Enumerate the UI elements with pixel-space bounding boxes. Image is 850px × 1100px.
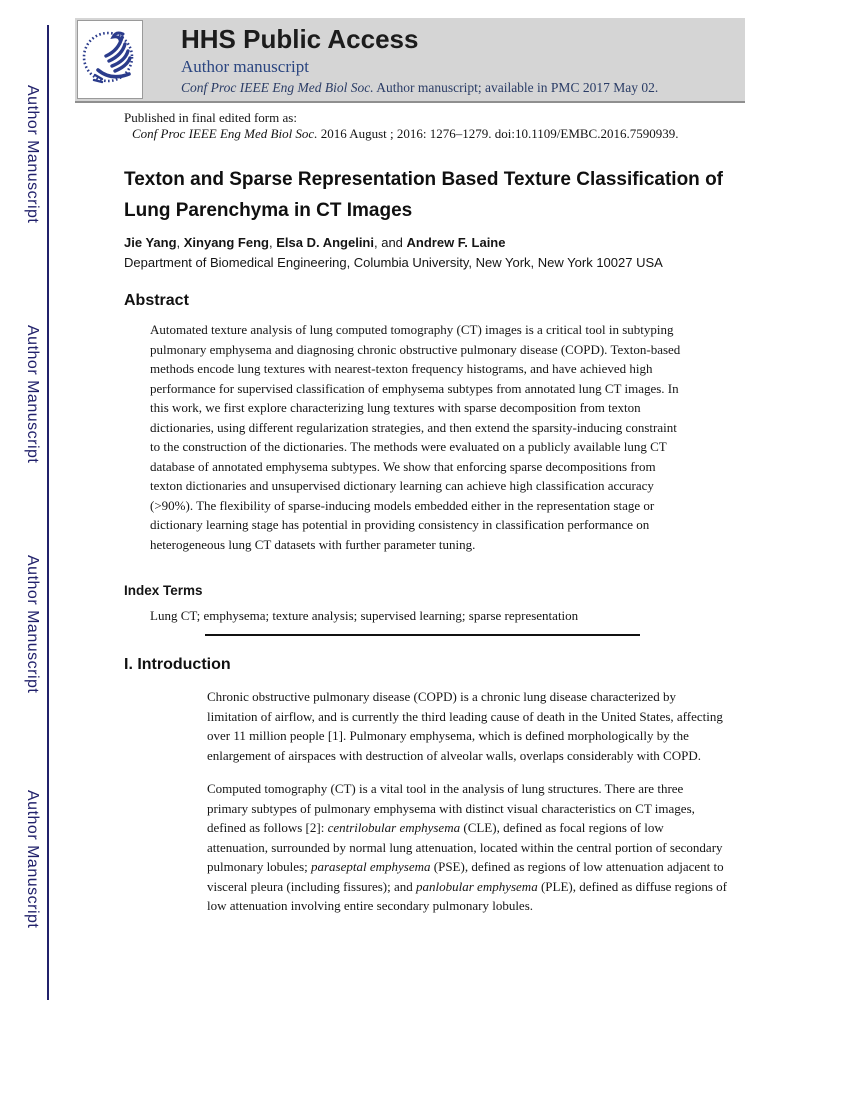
paper-title: Texton and Sparse Representation Based Texture Classification of Lung Parenchyma in CT Images xyxy=(124,169,724,221)
emphysema-subtype-term: panlobular emphysema xyxy=(416,878,538,894)
index-terms-heading: Index Terms xyxy=(124,583,203,598)
emphysema-subtype-term: centrilobular emphysema xyxy=(327,820,461,835)
author-manuscript-watermark: Author Manuscript xyxy=(24,325,41,464)
banner-journal-rest: Author manuscript; available in PMC 2017 May 02. xyxy=(373,80,659,95)
emphysema-subtype-term: paraseptal emphysema xyxy=(311,859,431,874)
abstract-text: Automated texture analysis of lung computed tomography (CT) images is a critical tool in subtyping pulmonary emphysema and diagnosing chronic obstructive pulmonary disease (COPD). Texton-based methods encode lung textures with nearest-texton frequency histograms, and have achieved high performance for supervised classification of emphysema subtypes from annotated lung CT images. In this work, we first explore characterizing lung textures with sparse decomposition from texton dictionaries, using different regularization strategies, and then extend the sparsity-inducing constraint to the construction of the dictionaries. The methods were evaluated on a publicly available lung CT database of annotated emphysema subtypes. We show that enforcing sparse decompositions from texton dictionaries and unsupervised dictionary learning can achieve high classification accuracy (>90%). The flexibility of sparse-inducing models embedded either in the representation stage or dictionary learning stage has potential in providing consistency in classification performance on heterogeneous lung CT datasets with further parameter tuning. xyxy=(150,322,681,552)
author-manuscript-label: Author manuscript xyxy=(181,57,309,76)
intro-p2-segment: (PSE), defined as regions of low attenuation adjacent to visceral pleura (including fissures); and xyxy=(207,859,724,894)
author-manuscript-watermark: Author Manuscript xyxy=(24,85,41,224)
index-terms-text: Lung CT; emphysema; texture analysis; supervised learning; sparse representation xyxy=(150,608,579,623)
author-name: Elsa D. Angelini xyxy=(276,235,374,250)
hhs-banner-title: HHS Public Access xyxy=(181,24,419,54)
author-name: Jie Yang xyxy=(124,235,177,250)
author-separator: , and xyxy=(373,235,407,250)
intro-paragraph-2 xyxy=(207,779,727,916)
published-in-line: Published in final edited form as: xyxy=(124,110,297,125)
author-separator: , xyxy=(176,235,184,250)
affiliation-line: Department of Biomedical Engineering, Columbia University, New York, New York 10027 USA xyxy=(124,255,663,270)
author-separator: , xyxy=(268,235,277,250)
author-manuscript-watermark: Author Manuscript xyxy=(24,555,41,694)
author-manuscript-watermark: Author Manuscript xyxy=(24,790,41,929)
sidebar-rule xyxy=(47,25,49,1000)
introduction-heading: I. Introduction xyxy=(124,656,231,673)
intro-p2-segment: (PLE), defined as diffuse regions of low attenuation involving entire secondary pulmonary lobules. xyxy=(207,878,727,913)
section-divider xyxy=(205,634,640,636)
banner-journal-name: Conf Proc IEEE Eng Med Biol Soc. xyxy=(181,80,374,95)
authors-line xyxy=(124,235,736,250)
abstract-heading: Abstract xyxy=(124,292,189,309)
intro-p2-segment: Computed tomography (CT) is a vital tool in the analysis of lung structures. There are three primary subtypes of pulmonary emphysema with distinct visual characteristics on CT images, defined as follows [2]: xyxy=(207,781,695,835)
citation-line xyxy=(132,126,736,142)
hhs-eagle-logo-icon xyxy=(81,21,139,98)
intro-p2-segment: (CLE), defined as focal regions of low attenuation, surrounded by normal lung attenuation, located within the central portion of secondary pulmonary lobules; xyxy=(207,820,723,874)
author-name: Xinyang Feng xyxy=(183,235,269,250)
hhs-logo-box xyxy=(77,20,143,99)
intro-paragraph-1: Chronic obstructive pulmonary disease (COPD) is a chronic lung disease characterized by limitation of airflow, and is currently the third leading cause of death in the United States, affecting over 11 million people [1]. Pulmonary emphysema, which is defined morphologically by the enlargement of airspaces with destruction of alveolar walls, overlaps considerably with COPD. xyxy=(207,689,723,763)
article-column xyxy=(124,110,736,916)
author-name: Andrew F. Laine xyxy=(406,235,506,250)
hhs-header-banner xyxy=(75,18,745,103)
citation-rest: 2016 August ; 2016: 1276–1279. doi:10.1109/EMBC.2016.7590939. xyxy=(317,126,679,141)
banner-journal-line xyxy=(181,79,731,96)
citation-journal-name: Conf Proc IEEE Eng Med Biol Soc. xyxy=(132,126,318,141)
